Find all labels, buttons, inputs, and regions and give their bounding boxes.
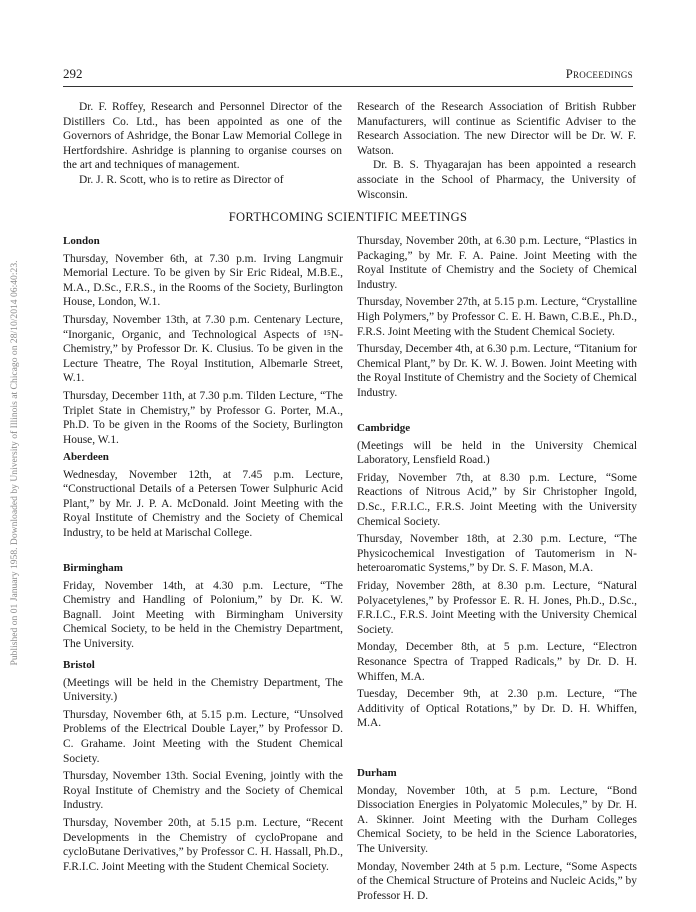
event-item: Wednesday, November 12th, at 7.45 p.m. Lecture, “Constructional Details of a Petersen Tower Sulphuric Acid Plant,” by Mr. J. P. A. McDonald. Joint Meeting with the Royal Institute of Chemistry and the Society of Chemical Industry, to be held at Marischal College. xyxy=(63,468,343,539)
announcement-thyagarajan: Dr. B. S. Thyagarajan has been appointed a research associate in the School of Pharmacy, the University of Wisconsin. xyxy=(357,159,636,201)
announcement-scott: Dr. J. R. Scott, who is to retire as Director of xyxy=(79,173,284,186)
event-item: Thursday, November 27th, at 5.15 p.m. Lecture, “Crystalline High Polymers,” by Professor C. E. H. Bawn, C.B.E., Ph.D., F.R.S. Joint Meeting with the Student Chemical Society. xyxy=(357,296,637,338)
event-item: Monday, December 8th, at 5 p.m. Lecture, “Electron Resonance Spectra of Trapped Radicals,” by Dr. D. H. Whiffen, M.A. xyxy=(357,641,637,683)
event-item: Friday, November 7th, at 8.30 p.m. Lecture, “Some Reactions of Nitrous Acid,” by Sir Christopher Ingold, D.Sc., F.R.I.C., F.R.S. Joint Meeting with the University Chemical Society. xyxy=(357,471,637,528)
event-item: Thursday, November 20th, at 5.15 p.m. Lecture, “Recent Developments in the Chemistry of cycloPropane and cycloButane Derivatives,” by Professor C. H. Hassall, Ph.D., F.R.I.C. Joint Meeting with the Student Chemical Society. xyxy=(63,816,343,873)
city-heading-bristol: Bristol xyxy=(63,659,95,671)
announcements-left xyxy=(63,100,342,188)
meetings-london-continued xyxy=(357,234,637,401)
event-item: Monday, November 10th, at 5 p.m. Lecture, “Bond Dissociation Energies in Polyatomic Molecules,” by Dr. H. A. Skinner. Joint Meeting with the Durham Colleges Chemical Society, to be held in the Science Laboratories, The University. xyxy=(357,784,637,855)
city-heading-durham: Durham xyxy=(357,767,397,779)
event-item: Thursday, December 4th, at 6.30 p.m. Lecture, “Titanium for Chemical Plant,” by Dr. K. W. J. Bowen. Joint Meeting with the Royal Institute of Chemistry and the Society of Chemical Industry. xyxy=(357,343,637,399)
event-item: Thursday, November 6th, at 5.15 p.m. Lecture, “Unsolved Problems of the Electrical Double Layer,” by Professor D. C. Grahame. Joint Meeting with the Student Chemical Society. xyxy=(63,708,343,765)
meetings-cambridge xyxy=(357,421,637,731)
meetings-durham xyxy=(357,766,637,903)
announcements-right xyxy=(357,100,636,202)
event-item: Thursday, December 11th, at 7.30 p.m. Tilden Lecture, “The Triplet State in Chemistry,” by Professor G. Porter, M.A., Ph.D. To be given in the Rooms of the Society, Burlington House, W.1. xyxy=(63,389,343,446)
city-heading-birmingham: Birmingham xyxy=(63,562,123,574)
event-item: Monday, November 24th at 5 p.m. Lecture, “Some Aspects of the Chemical Structure of Proteins and Nucleic Acids,” by Professor H. D. xyxy=(357,860,637,902)
meetings-birmingham xyxy=(63,561,343,652)
event-item: (Meetings will be held in the University Chemical Laboratory, Lensfield Road.) xyxy=(357,439,637,467)
meetings-bristol xyxy=(63,658,343,874)
page-number: 292 xyxy=(63,66,83,81)
city-heading-cambridge: Cambridge xyxy=(357,422,411,434)
event-item: (Meetings will be held in the Chemistry Department, The University.) xyxy=(63,676,343,704)
city-heading-london: London xyxy=(63,235,100,247)
event-item: Thursday, November 6th, at 7.30 p.m. Irving Langmuir Memorial Lecture. To be given by Sir Eric Rideal, M.B.E., M.A., D.Sc., F.R.S., in the Rooms of the Society, Burlington House, London, W.1. xyxy=(63,252,343,309)
sidebar-download-text: Published on 01 January 1958. Downloaded by University of Illinois at Chicago on 28/10/2014 06:40:23. xyxy=(8,260,20,666)
event-item: Thursday, November 18th, at 2.30 p.m. Lecture, “The Physicochemical Investigation of Tautomerism in N-heteroaromatic Systems,” by Dr. S. F. Mason, M.A. xyxy=(357,533,637,575)
section-title: FORTHCOMING SCIENTIFIC MEETINGS xyxy=(228,210,468,224)
event-item: Friday, November 28th, at 8.30 p.m. Lecture, “Natural Polyacetylenes,” by Professor E. R. H. Jones, Ph.D., D.Sc., F.R.I.C., F.R.S. Joint Meeting with the University Chemical Society. xyxy=(357,579,637,636)
meetings-aberdeen xyxy=(63,450,343,541)
event-item: Thursday, November 20th, at 6.30 p.m. Lecture, “Plastics in Packaging,” by Mr. F. A. Paine. Joint Meeting with the Royal Institute of Chemistry and the Society of Chemical Industry. xyxy=(357,235,637,291)
event-item: Friday, November 14th, at 4.30 p.m. Lecture, “The Chemistry and Handling of Polonium,” by Dr. K. W. Bagnall. Joint Meeting with Birmingham University Chemical Society, to be held in the Chemistry Department, The University. xyxy=(63,579,343,650)
city-heading-aberdeen: Aberdeen xyxy=(63,451,109,463)
event-item: Tuesday, December 9th, at 2.30 p.m. Lecture, “The Additivity of Optical Rotations,” by Dr. D. H. Whiffen, M.A. xyxy=(357,688,637,730)
running-head: Proceedings xyxy=(565,67,633,81)
announcement-scott-cont: Research of the Research Association of British Rubber Manufacturers, will continue as Scientific Adviser to the Research Association. The new Director will be Dr. W. F. Watson. xyxy=(357,101,636,157)
event-item: Thursday, November 13th, at 7.30 p.m. Centenary Lecture, “Inorganic, Organic, and Technological Aspects of ¹⁵N-Chemistry,” by Professor Dr. K. Clusius. To be given in the Lecture Theatre, The Royal Institution, Albemarle Street, W.1. xyxy=(63,313,343,385)
sidebar-download-note xyxy=(6,260,22,666)
meetings-london xyxy=(63,234,343,447)
announcement-roffey: Dr. F. Roffey, Research and Personnel Director of the Distillers Co. Ltd., has been appointed as one of the Governors of Ashridge, the Bonar Law Memorial College in Hertfordshire. Ashridge is planning to organise courses on the art and techniques of management. xyxy=(63,101,342,172)
event-item: Thursday, November 13th. Social Evening, jointly with the Royal Institute of Chemistry and the Society of Chemical Industry. xyxy=(63,770,343,812)
header-rule xyxy=(63,86,633,87)
